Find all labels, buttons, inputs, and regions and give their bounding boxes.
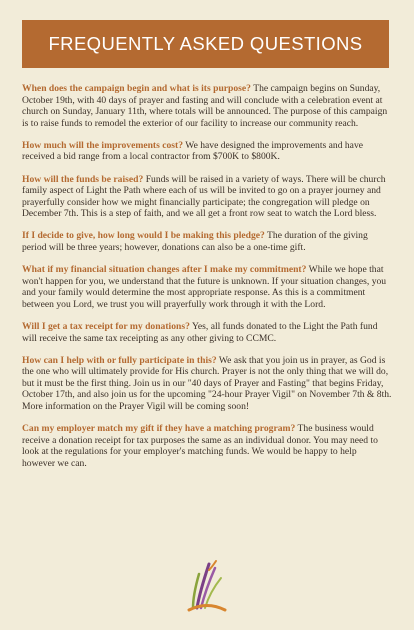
faq-answer: Yes, all funds donated to the Light the Path fund will receive the same tax receipting as any other giving to CCMC. [22, 321, 378, 344]
faq-answer: The campaign begins on Sunday, October 19th, with 40 days of prayer and fasting and will conclude with a celebration event at church on Sunday, January 11th, where totals will be announced. The purpose of this campaign is to raise funds to remodel the exterior of our facility to increase our community reach. [22, 83, 388, 129]
faq-answer: The business would receive a donation receipt for tax purposes the same as an individual donor. You may need to look at the regulations for your employer's matching funds. We would be happy to help however we can. [22, 423, 378, 469]
faq-item [22, 83, 392, 129]
faq-question: How will the funds be raised? [22, 173, 144, 185]
logo-orange-stroke [189, 606, 225, 611]
faq-question: When does the campaign begin and what is its purpose? [22, 83, 251, 94]
faq-question: If I decide to give, how long would I be making this pledge? [22, 230, 265, 242]
faq-question: How can I help with or fully participate in this? [22, 354, 217, 366]
faq-question: Can my employer match my gift if they have a matching program? [22, 423, 296, 435]
page-title: FREQUENTLY ASKED QUESTIONS [48, 33, 363, 54]
faq-question: Will I get a tax receipt for my donations? [22, 321, 190, 332]
faq-answer: Funds will be raised in a variety of ways. There will be church family aspect of Light the Path where each of us will be invited to go on a prayer journey and prayerfully consider how we might financially participate; the congregation will pledge on December 7th. This is a step of faith, and we all get a front row seat to watch the Lord bless. [22, 173, 386, 220]
faq-answer: The duration of the giving period will be three years; however, donations can also be a one-time gift. [22, 230, 368, 254]
faq-question: How much will the improvements cost? [22, 139, 184, 151]
faq-item [22, 355, 392, 413]
faq-question: What if my financial situation changes after I make my commitment? [22, 264, 307, 276]
faq-item [22, 321, 392, 344]
light-the-path-logo-icon [183, 558, 229, 614]
faq-item [22, 140, 392, 163]
faq-list [22, 83, 392, 480]
faq-answer: We ask that you join us in prayer, as God is the one who will ultimately provide for His church. Prayer is not the only thing that we will do, but it must be the first thing. Join us in our "40 days of Prayer and Fasting" that begins Friday, October 17th, and also join us for the upcoming "24-hour Prayer Vigil" on November 7th & 8th. More information on the Prayer Vigil will be coming soon! [22, 354, 392, 413]
faq-item [22, 423, 392, 469]
faq-answer: We have designed the improvements and have received a bid range from a local contractor from $700K to $800K. [22, 139, 363, 163]
faq-item [22, 230, 392, 253]
faq-item [22, 264, 392, 310]
header-banner [22, 20, 389, 68]
logo-green-stroke [205, 578, 221, 608]
faq-item [22, 174, 392, 220]
faq-answer: While we hope that won't happen for you, we understand that the future is unknown. If your situation changes, you and your family would determine the most appropriate response. As this is a commitment between you Lord, we trust you will prayerfully work through it with the Lord. [22, 264, 387, 310]
